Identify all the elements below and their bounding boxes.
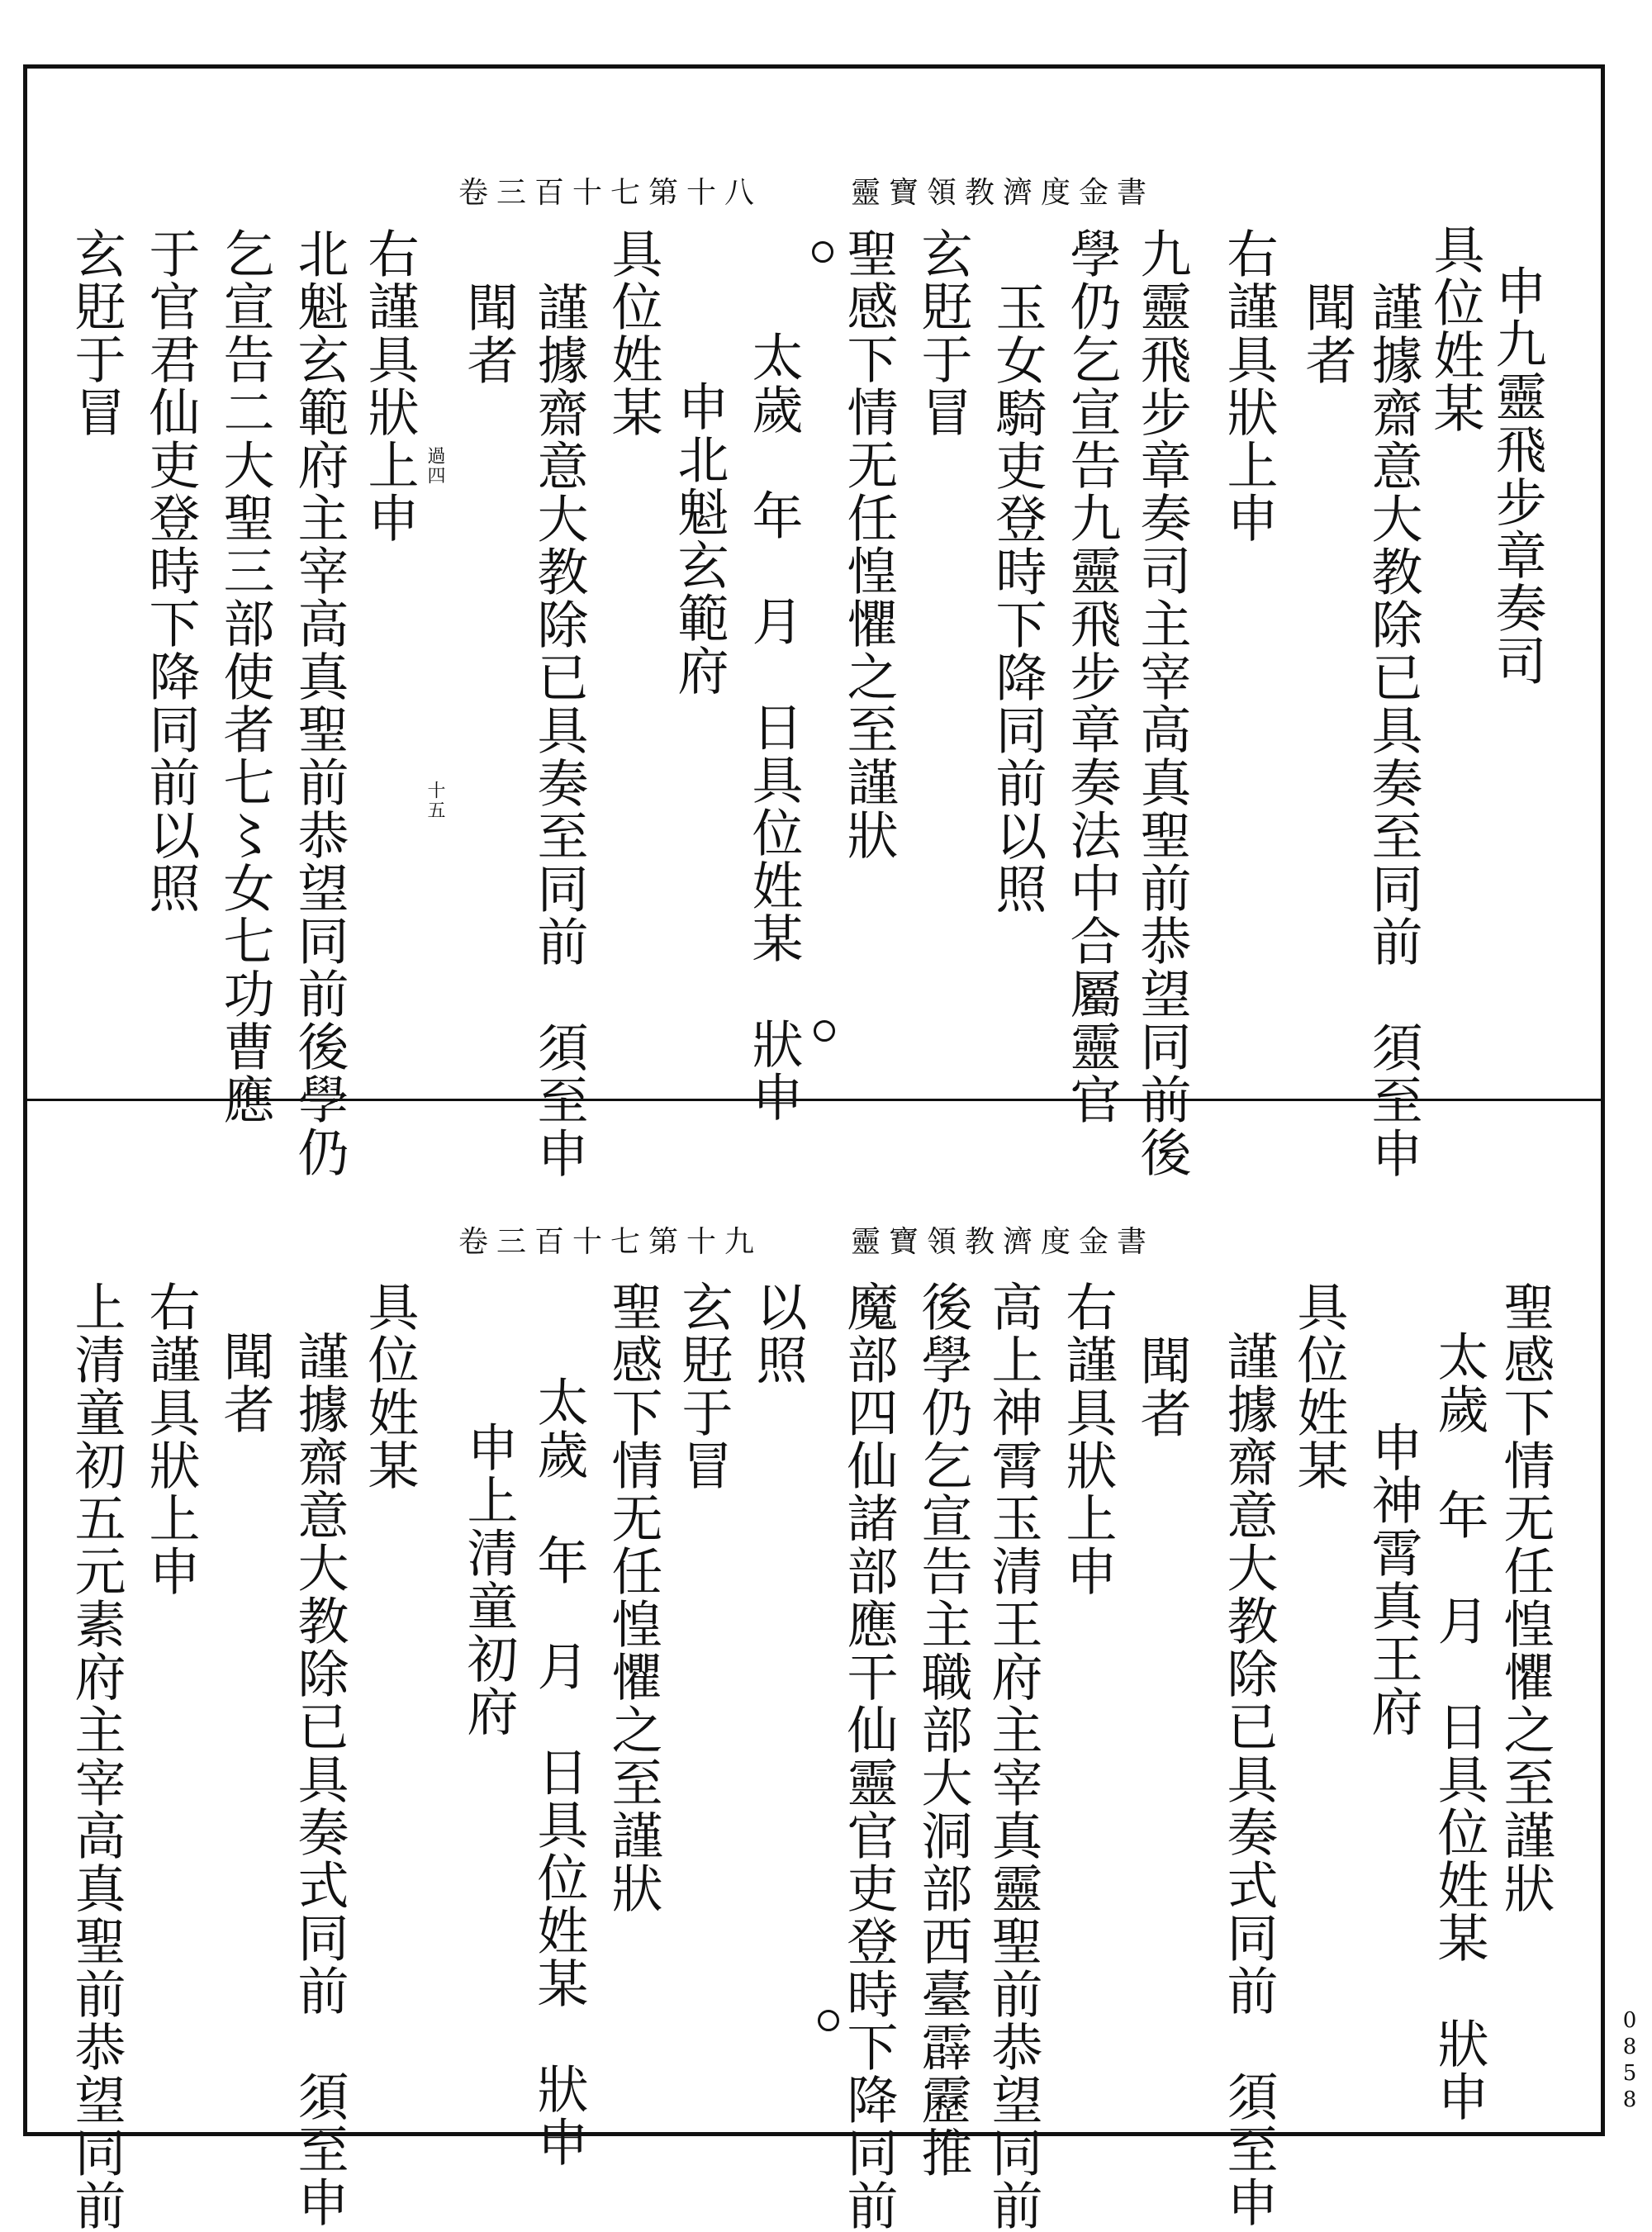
text-column: 謹據齋意大教除已具奏式同前 須至申 xyxy=(289,1330,349,2229)
text-column: 玄覎于冒 xyxy=(913,227,973,439)
text-column: 具位姓某 xyxy=(1425,223,1485,435)
header-title-bottom: 靈寶領教濟度金書 xyxy=(851,1225,1156,1259)
text-column: 太歲 年 月 日具位姓某 狀申 xyxy=(1429,1330,1489,2123)
text-column: 聞者 xyxy=(458,281,519,387)
margin-note: 過四 xyxy=(425,446,445,486)
text-column: 聞者 xyxy=(1297,281,1357,387)
header-title-top: 靈寶領教濟度金書 xyxy=(851,176,1156,210)
text-column: 魔部四仙諸部應干仙靈官吏登時下降同前 xyxy=(838,1280,899,2232)
text-column: 申北魁玄範府 xyxy=(669,380,729,697)
text-column: 右謹具狀上申 xyxy=(359,227,420,544)
text-column: 北魁玄範府主宰高真聖前恭望同前後學仍 xyxy=(289,227,349,1179)
text-column: 右謹具狀上申 xyxy=(1057,1280,1118,1598)
text-column: 後學仍乞宣告主職部大洞部西臺霹靂推 xyxy=(913,1280,973,2179)
page-number: 0 8 5 8 xyxy=(1622,2008,1637,2112)
text-column: 聞者 xyxy=(215,1330,275,1436)
text-column: 于官君仙吏登時下降同前以照 xyxy=(140,227,201,914)
text-column: 申上清童初府 xyxy=(458,1421,519,1738)
text-column: 聖感下情无任惶懼之至謹狀 xyxy=(603,1280,663,1915)
text-column: 謹據齋意大教除已具奏至同前 須至申 xyxy=(529,281,589,1180)
text-column: 太歲 年 月 日具位姓某 狀申 xyxy=(743,330,804,1123)
text-column: 乞宣告二大聖三部使者七〻女七功曹應 xyxy=(215,227,275,1126)
text-column: 謹據齋意大教除已具奏式同前 須至申 xyxy=(1218,1330,1279,2229)
circle-mark xyxy=(814,1020,835,1042)
circle-mark xyxy=(818,2010,839,2031)
text-column: 以照 xyxy=(748,1280,808,1386)
text-column: 申神霄真王府 xyxy=(1363,1421,1423,1738)
header-page-bottom: 卷三百十七第十九 xyxy=(458,1225,763,1259)
text-column: 具位姓某 xyxy=(1289,1280,1349,1492)
text-column: 玉女騎吏登時下降同前以照 xyxy=(987,281,1047,915)
text-column: 上清童初五元素府主宰高真聖前恭望同前 xyxy=(66,1280,126,2232)
text-column: 右謹具狀上申 xyxy=(1218,227,1279,544)
text-column: 謹據齋意大教除已具奏至同前 須至申 xyxy=(1363,281,1423,1180)
text-column: 申九靈飛步章奏司 xyxy=(1487,264,1547,687)
text-column: 太歲 年 月 日具位姓某 狀申 xyxy=(529,1375,589,2168)
text-column: 聖感下情无任惶懼之至謹狀 xyxy=(1495,1280,1555,1915)
text-column: 右謹具狀上申 xyxy=(140,1280,201,1598)
text-column: 玄覎于冒 xyxy=(66,227,126,439)
text-column: 玄覎于冒 xyxy=(673,1280,733,1492)
text-column: 學仍乞宣告九靈飛步章奏法中合屬靈官 xyxy=(1061,227,1122,1126)
text-column: 聖感下情无任惶懼之至謹狀 xyxy=(838,227,899,862)
text-column: 具位姓某 xyxy=(603,227,663,439)
circle-mark xyxy=(812,241,833,263)
text-column: 高上神霄玉清王府主宰真靈聖前恭望同前 xyxy=(983,1280,1043,2232)
text-column: 聞者 xyxy=(1132,1334,1192,1440)
text-column: 九靈飛步章奏司主宰高真聖前恭望同前後 xyxy=(1132,227,1192,1179)
text-column: 具位姓某 xyxy=(359,1280,420,1492)
header-page-top: 卷三百十七第十八 xyxy=(458,176,763,210)
margin-note: 十五 xyxy=(425,781,445,820)
